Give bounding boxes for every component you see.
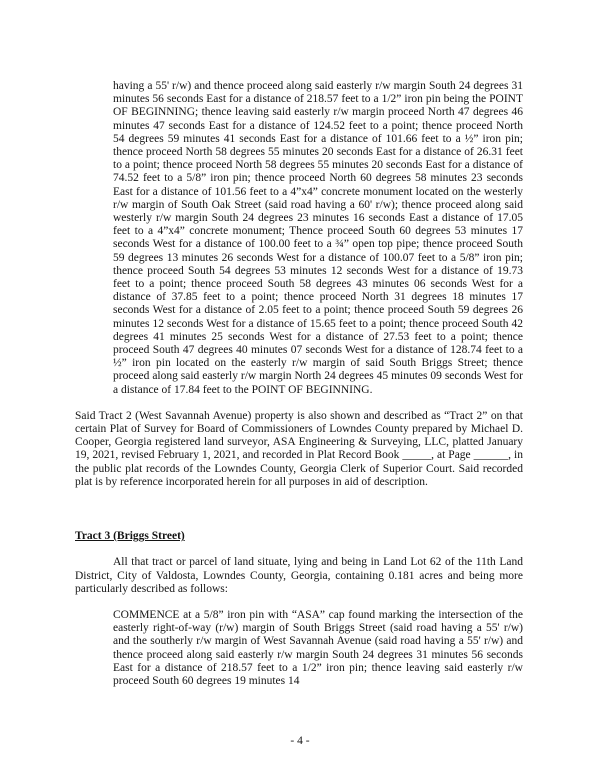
tract3-heading-text: Tract 3 (Briggs Street): [75, 530, 185, 543]
tract3-intro-paragraph: All that tract or parcel of land situate, lying and being in Land Lot 62 of the 11th Land District, City of Valdosta, Lowndes County, Georgia, containing 0.181 acres and being more particularly described as follows:: [75, 556, 523, 595]
tract3-commence-description: COMMENCE at a 5/8” iron pin with “ASA” cap found marking the intersection of the easterly right-of-way (r/w) margin of South Briggs Street (said road having a 55' r/w) and the southerly r/w margin of West Savannah Avenue (said road having a 55' r/w) and thence proceed along said easterly r/w margin South 24 degrees 31 minutes 56 seconds East for a distance of 218.57 feet to a 1/2” iron pin; thence leaving said easterly r/w proceed South 60 degrees 19 minutes 14: [113, 608, 523, 687]
tract2-legal-description: having a 55' r/w) and thence proceed along said easterly r/w margin South 24 degrees 31 minutes 56 seconds East for a distance of 218.57 feet to a 1/2” iron pin being the POINT OF BEGINNING; thence leaving said easterly r/w margin proceed North 47 degrees 46 minutes 47 seconds East for a distance of 124.52 feet to a point; thence proceed North 54 degrees 59 minutes 41 seconds East for a distance of 101.66 feet to a ½” iron pin; thence proceed North 58 degrees 55 minutes 20 seconds East for a distance of 26.31 feet to a point; thence proceed North 58 degrees 55 minutes 20 seconds East for a distance of 74.52 feet to a 5/8” iron pin; thence proceed North 60 degrees 58 minutes 23 seconds East for a distance of 101.56 feet to a 4”x4” concrete monument located on the westerly r/w margin of South Oak Street (said road having a 60' r/w); thence proceed along said westerly r/w margin South 24 degrees 23 minutes 16 seconds East a distance of 17.05 feet to a 4”x4” concrete monument; Thence proceed South 60 degrees 53 minutes 17 seconds West for a distance of 100.00 feet to a ¾” open top pipe; thence proceed South 59 degrees 13 minutes 26 seconds West for a distance of 100.07 feet to a 5/8” iron pin; thence proceed South 54 degrees 53 minutes 12 seconds West for a distance of 19.73 feet to a point; thence proceed South 58 degrees 43 minutes 06 seconds West for a distance of 37.85 feet to a point; thence proceed North 31 degrees 18 minutes 17 seconds West for a distance of 2.05 feet to a point; thence proceed South 59 degrees 26 minutes 12 seconds West for a distance of 15.65 feet to a point; thence proceed South 42 degrees 41 minutes 25 seconds West for a distance of 27.53 feet to a point; thence proceed South 47 degrees 40 minutes 07 seconds West for a distance of 128.74 feet to a ½” iron pin located on the easterly r/w margin of said South Briggs Street; thence proceed along said easterly r/w margin North 24 degrees 45 minutes 09 seconds West for a distance of 17.84 feet to the POINT OF BEGINNING.: [113, 80, 523, 396]
tract2-plat-reference-paragraph: Said Tract 2 (West Savannah Avenue) property is also shown and described as “Tract 2” on that certain Plat of Survey for Board of Commissioners of Lowndes County prepared by Michael D. Cooper, Georgia registered land surveyor, ASA Engineering & Surveying, LLC, platted January 19, 2021, revised February 1, 2021, and recorded in Plat Record Book _____, at Page ______, in the public plat records of the Lowndes County, Georgia Clerk of Superior Court. Said recorded plat is by reference incorporated herein for all purposes in aid of description.: [75, 409, 523, 488]
page-number: - 4 -: [290, 734, 310, 747]
tract3-heading: [75, 530, 523, 543]
